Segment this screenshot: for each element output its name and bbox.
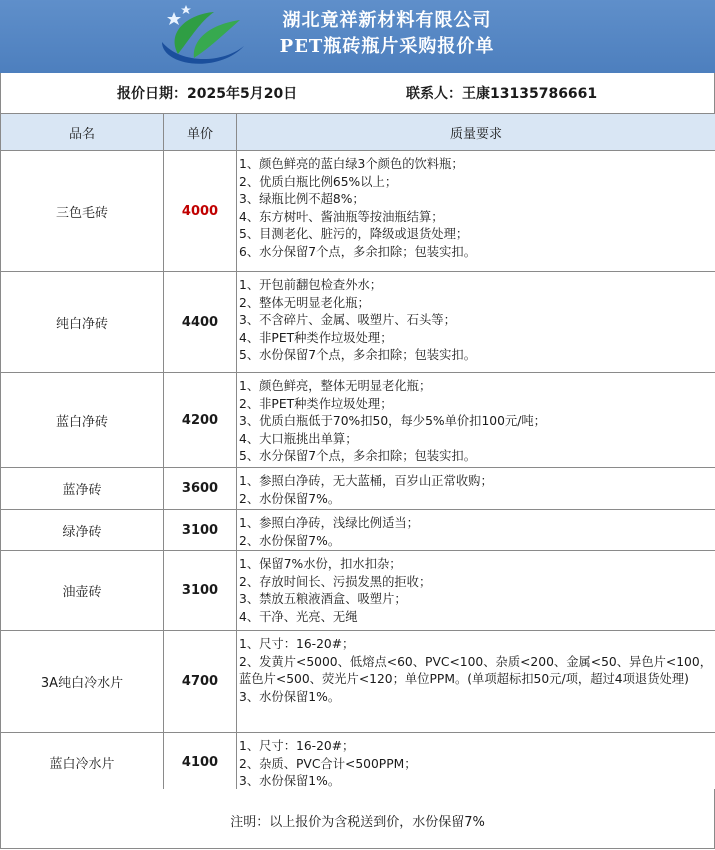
table-row (1, 373, 715, 468)
requirement-line: 5、目测老化、脏污的，降级或退货处理； (239, 227, 469, 241)
requirement-line: 3、水份保留1%。 (239, 774, 341, 788)
requirement-line: 1、保留7%水份，扣水扣杂； (239, 557, 402, 571)
requirement-line: 3、优质白瓶低于70%扣50，每少5%单价扣100元/吨； (239, 414, 546, 428)
requirement-line: 2、存放时间长、污损发黑的拒收； (239, 574, 432, 589)
requirement-line: 6、水分保留7个点，多余扣除；包装实扣。 (239, 244, 476, 259)
table-header-row (1, 114, 715, 151)
quality-requirements (237, 733, 715, 793)
product-name: 3A纯白冷水片 (1, 631, 164, 733)
requirement-line: 2、优质白瓶比例65%以上； (239, 174, 398, 189)
requirement-line: 3、水份保留1%。 (239, 689, 341, 704)
unit-price: 4100 (164, 733, 237, 793)
unit-price: 3600 (164, 468, 237, 510)
requirement-line: 1、开包前翻包检查外水； (239, 278, 383, 292)
contact-info: 联系人：王康13135786661 (406, 86, 598, 102)
unit-price: 3100 (164, 551, 237, 631)
requirement-line: 2、非PET种类作垃圾处理； (239, 396, 393, 411)
product-name: 三色毛砖 (1, 151, 164, 272)
quality-requirements (237, 272, 715, 373)
requirement-line: 1、颜色鲜亮，整体无明显老化瓶； (239, 379, 432, 393)
product-name: 蓝白净砖 (1, 373, 164, 468)
info-bar (0, 73, 715, 114)
requirement-line: 4、大口瓶挑出单算； (239, 431, 358, 446)
table-row (1, 733, 715, 793)
table-row (1, 468, 715, 510)
unit-price: 4700 (164, 631, 237, 733)
requirement-line: 3、禁放五粮液酒盒、吸塑片； (239, 592, 407, 606)
header-titles (262, 8, 512, 60)
product-name: 蓝白冷水片 (1, 733, 164, 793)
requirement-line: 3、绿瓶比例不超8%； (239, 192, 365, 206)
requirement-line: 2、杂质、PVC合计<500PPM； (239, 756, 417, 771)
requirement-line: 1、尺寸：16-20#； (239, 637, 355, 651)
requirement-line: 2、发黄片<5000、低熔点<60、PVC<100、杂质<200、金属<50、异色片<100，蓝色片<500、荧光片<120；单位PPM。(单项超标扣50元/项，超过4项退货处理) (239, 654, 712, 686)
unit-price: 4400 (164, 272, 237, 373)
header-band (0, 0, 715, 73)
product-name: 油壶砖 (1, 551, 164, 631)
company-logo-icon (148, 2, 248, 74)
table-row (1, 510, 715, 551)
product-name: 绿净砖 (1, 510, 164, 551)
requirement-line: 4、东方树叶、酱油瓶等按油瓶结算； (239, 209, 444, 224)
requirement-line: 4、干净、光亮、无绳 (239, 609, 358, 624)
requirement-line: 2、整体无明显老化瓶； (239, 295, 370, 310)
quality-requirements (237, 373, 715, 468)
column-header-quality: 质量要求 (237, 114, 715, 151)
quality-requirements (237, 631, 715, 733)
document-title: PET瓶砖瓶片采购报价单 (279, 36, 495, 57)
footer-note: 注明：以上报价为含税送到价，水份保留7% (230, 815, 485, 830)
table-row (1, 272, 715, 373)
table-row (1, 151, 715, 272)
company-name: 湖北竟祥新材料有限公司 (282, 10, 492, 31)
requirement-line: 5、水分保留7个点，多余扣除；包装实扣。 (239, 449, 476, 463)
requirement-line: 1、颜色鲜亮的蓝白绿3个颜色的饮料瓶； (239, 157, 464, 171)
unit-price: 4200 (164, 373, 237, 468)
product-name: 纯白净砖 (1, 272, 164, 373)
product-name: 蓝净砖 (1, 468, 164, 510)
requirement-line: 5、水份保留7个点，多余扣除；包装实扣。 (239, 348, 476, 362)
table-row (1, 551, 715, 631)
price-table (0, 113, 715, 793)
requirement-line: 1、参照白净砖，浅绿比例适当； (239, 516, 419, 530)
requirement-line: 3、不含碎片、金属、吸塑片、石头等； (239, 313, 456, 327)
requirement-line: 1、参照白净砖，无大蓝桶，百岁山正常收购； (239, 474, 493, 488)
quality-requirements (237, 151, 715, 272)
unit-price: 4000 (164, 151, 237, 272)
quote-date: 报价日期：2025年5月20日 (117, 86, 298, 102)
requirement-line: 2、水份保留7%。 (239, 533, 341, 548)
unit-price: 3100 (164, 510, 237, 551)
footer-note-box (0, 789, 715, 849)
table-row (1, 631, 715, 733)
quality-requirements (237, 510, 715, 551)
requirement-line: 1、尺寸：16-20#； (239, 739, 355, 753)
quality-requirements (237, 468, 715, 510)
requirement-line: 4、非PET种类作垃圾处理； (239, 330, 393, 345)
column-header-price: 单价 (164, 114, 237, 151)
column-header-name: 品名 (1, 114, 164, 151)
quality-requirements (237, 551, 715, 631)
requirement-line: 2、水份保留7%。 (239, 491, 341, 506)
